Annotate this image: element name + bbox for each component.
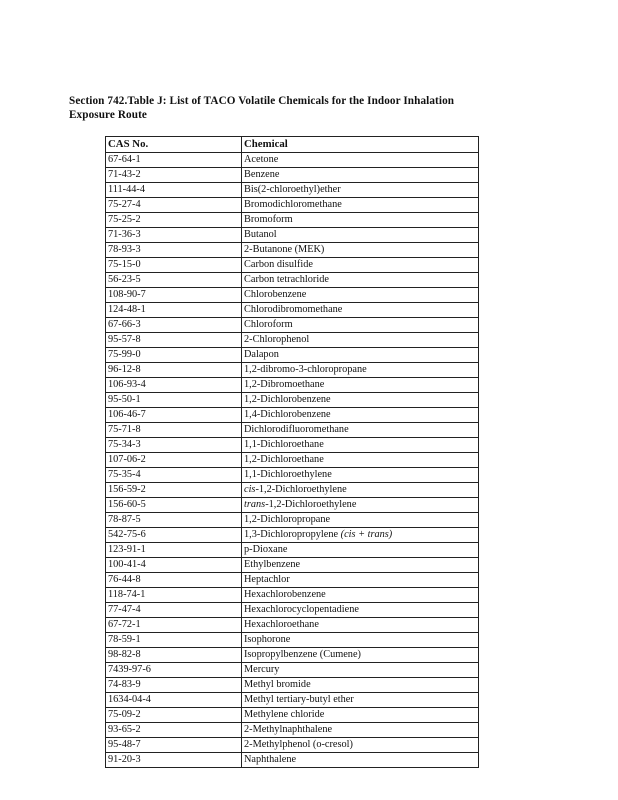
cas-number-cell: 111-44-4 <box>106 183 242 197</box>
chemical-name-cell <box>242 678 479 692</box>
cas-number-cell: 75-99-0 <box>106 348 242 362</box>
chemical-name: Butanol <box>244 229 277 240</box>
chemical-name-cell <box>242 693 479 707</box>
chemical-name: Methylene chloride <box>244 709 325 720</box>
table-row <box>106 393 479 408</box>
chemical-name-cell <box>242 498 479 512</box>
table-row <box>106 663 479 678</box>
cas-number-cell: 76-44-8 <box>106 573 242 587</box>
cas-number-cell: 78-87-5 <box>106 513 242 527</box>
chemical-name: Hexachloroethane <box>244 619 319 630</box>
chemical-name: Dichlorodifluoromethane <box>244 424 349 435</box>
chemical-name-cell <box>242 453 479 467</box>
chemical-name: 1,4-Dichlorobenzene <box>244 409 331 420</box>
table-row <box>106 678 479 693</box>
chemical-name: Mercury <box>244 664 280 675</box>
cas-number-cell: 118-74-1 <box>106 588 242 602</box>
table-row <box>106 618 479 633</box>
chemical-name-cell <box>242 753 479 767</box>
chemical-name-cell <box>242 738 479 752</box>
chemical-name-cell <box>242 153 479 167</box>
chemical-name: Naphthalene <box>244 754 297 765</box>
chemical-name: 2-Methylphenol (o-cresol) <box>244 739 353 750</box>
chemical-name-cell <box>242 273 479 287</box>
chemical-name-cell <box>242 363 479 377</box>
table-row <box>106 753 479 768</box>
chemical-name: Methyl tertiary-butyl ether <box>244 694 354 705</box>
chemical-name: 1,1-Dichloroethane <box>244 439 324 450</box>
cas-number-cell: 75-71-8 <box>106 423 242 437</box>
cas-number-cell: 98-82-8 <box>106 648 242 662</box>
chemical-name-cell <box>242 408 479 422</box>
cas-number-cell: 71-36-3 <box>106 228 242 242</box>
cas-number-cell: 75-15-0 <box>106 258 242 272</box>
chemical-name: Benzene <box>244 169 280 180</box>
table-row <box>106 288 479 303</box>
chemical-name: Bromodichloromethane <box>244 199 342 210</box>
cas-number-cell: 100-41-4 <box>106 558 242 572</box>
chemical-name-cell <box>242 588 479 602</box>
chemical-name-cell <box>242 258 479 272</box>
title-line-2: Exposure Route <box>69 109 147 121</box>
chemical-name: 1,2-Dichlorobenzene <box>244 394 331 405</box>
table-row <box>106 633 479 648</box>
chemical-name: Bis(2-chloroethyl)ether <box>244 184 341 195</box>
chemical-name: Chlorodibromomethane <box>244 304 343 315</box>
cas-number-cell: 156-60-5 <box>106 498 242 512</box>
title-line-1: Section 742.Table J: List of TACO Volatile Chemicals for the Indoor Inhalation <box>69 95 455 107</box>
chemical-name-cell <box>242 333 479 347</box>
isomer-suffix: (cis + trans) <box>340 529 393 540</box>
cas-number-cell: 95-48-7 <box>106 738 242 752</box>
cas-number-cell: 96-12-8 <box>106 363 242 377</box>
chemical-name: 1,2-Dichloropropane <box>244 514 331 525</box>
chemical-name: Bromoform <box>244 214 293 225</box>
cas-number-cell: 7439-97-6 <box>106 663 242 677</box>
table-row <box>106 363 479 378</box>
table-row <box>106 723 479 738</box>
table-row <box>106 603 479 618</box>
table-row <box>106 378 479 393</box>
cas-number-cell: 74-83-9 <box>106 678 242 692</box>
table-row <box>106 468 479 483</box>
isomer-prefix: trans <box>244 499 266 510</box>
chemical-name-cell <box>242 708 479 722</box>
cas-number-cell: 106-93-4 <box>106 378 242 392</box>
table-row <box>106 348 479 363</box>
chemical-name-cell <box>242 438 479 452</box>
chemical-name-cell <box>242 468 479 482</box>
chemical-name: 1,2-Dichloroethane <box>244 454 324 465</box>
cas-number-cell: 75-09-2 <box>106 708 242 722</box>
table-row <box>106 513 479 528</box>
cas-number-cell: 95-57-8 <box>106 333 242 347</box>
cas-number-cell: 91-20-3 <box>106 753 242 767</box>
table-row <box>106 543 479 558</box>
table-row <box>106 408 479 423</box>
chemical-name-cell <box>242 183 479 197</box>
chemical-name-cell <box>242 423 479 437</box>
cas-number-cell: 95-50-1 <box>106 393 242 407</box>
chemical-name: -1,2-Dichloroethylene <box>255 484 347 495</box>
chemical-name: -1,2-Dichloroethylene <box>265 499 357 510</box>
table-header-row <box>106 137 479 153</box>
chemical-name-cell <box>242 318 479 332</box>
chemical-name-cell <box>242 663 479 677</box>
cas-number-cell: 542-75-6 <box>106 528 242 542</box>
chemical-name-cell <box>242 633 479 647</box>
cas-number-cell: 71-43-2 <box>106 168 242 182</box>
table-row <box>106 453 479 468</box>
chemicals-table <box>105 136 479 768</box>
chemical-name: Hexachlorocyclopentadiene <box>244 604 359 615</box>
table-row <box>106 648 479 663</box>
table-row <box>106 258 479 273</box>
table-row <box>106 183 479 198</box>
chemical-name-cell <box>242 288 479 302</box>
cas-number-cell: 107-06-2 <box>106 453 242 467</box>
table-row <box>106 528 479 543</box>
chemical-name-cell <box>242 618 479 632</box>
chemical-name: Methyl bromide <box>244 679 311 690</box>
cas-number-cell: 78-93-3 <box>106 243 242 257</box>
table-row <box>106 498 479 513</box>
cas-number-cell: 75-27-4 <box>106 198 242 212</box>
table-row <box>106 708 479 723</box>
chemical-name-cell <box>242 348 479 362</box>
chemical-name: Carbon tetrachloride <box>244 274 329 285</box>
cas-number-cell: 156-59-2 <box>106 483 242 497</box>
column-header-cas: CAS No. <box>106 137 242 152</box>
chemical-name-cell <box>242 213 479 227</box>
chemical-name-cell <box>242 228 479 242</box>
chemical-name: Acetone <box>244 154 279 165</box>
chemical-name-cell <box>242 393 479 407</box>
document-title <box>69 94 509 122</box>
chemical-name-cell <box>242 303 479 317</box>
chemical-name-cell <box>242 543 479 557</box>
cas-number-cell: 75-35-4 <box>106 468 242 482</box>
chemical-name-cell <box>242 528 479 542</box>
table-row <box>106 228 479 243</box>
chemical-name-cell <box>242 168 479 182</box>
cas-number-cell: 75-25-2 <box>106 213 242 227</box>
chemical-name: 1,2-Dibromoethane <box>244 379 325 390</box>
table-row <box>106 243 479 258</box>
chemical-name-cell <box>242 723 479 737</box>
table-row <box>106 738 479 753</box>
table-row <box>106 303 479 318</box>
table-row <box>106 588 479 603</box>
cas-number-cell: 108-90-7 <box>106 288 242 302</box>
chemical-name: 2-Chlorophenol <box>244 334 310 345</box>
chemical-name: p-Dioxane <box>244 544 288 555</box>
chemical-name-cell <box>242 378 479 392</box>
chemical-name-cell <box>242 648 479 662</box>
table-row <box>106 693 479 708</box>
chemical-name: 2-Methylnaphthalene <box>244 724 333 735</box>
table-row <box>106 438 479 453</box>
table-row <box>106 558 479 573</box>
cas-number-cell: 78-59-1 <box>106 633 242 647</box>
chemical-name: 2-Butanone (MEK) <box>244 244 325 255</box>
cas-number-cell: 75-34-3 <box>106 438 242 452</box>
chemical-name: Ethylbenzene <box>244 559 301 570</box>
cas-number-cell: 77-47-4 <box>106 603 242 617</box>
cas-number-cell: 123-91-1 <box>106 543 242 557</box>
chemical-name-cell <box>242 243 479 257</box>
cas-number-cell: 56-23-5 <box>106 273 242 287</box>
table-row <box>106 423 479 438</box>
column-header-chemical: Chemical <box>242 137 479 152</box>
chemical-name: Carbon disulfide <box>244 259 313 270</box>
chemical-name-cell <box>242 513 479 527</box>
chemical-name: 1,2-dibromo-3-chloropropane <box>244 364 367 375</box>
table-row <box>106 573 479 588</box>
cas-number-cell: 93-65-2 <box>106 723 242 737</box>
chemical-name: Chlorobenzene <box>244 289 307 300</box>
chemical-name: Hexachlorobenzene <box>244 589 326 600</box>
chemical-name-cell <box>242 198 479 212</box>
chemical-name: Isopropylbenzene (Cumene) <box>244 649 361 660</box>
chemical-name-cell <box>242 603 479 617</box>
table-row <box>106 213 479 228</box>
table-row <box>106 318 479 333</box>
table-row <box>106 168 479 183</box>
cas-number-cell: 106-46-7 <box>106 408 242 422</box>
chemical-name: 1,3-Dichloropropylene <box>244 529 341 540</box>
chemical-name: 1,1-Dichloroethylene <box>244 469 332 480</box>
table-row <box>106 198 479 213</box>
cas-number-cell: 67-64-1 <box>106 153 242 167</box>
cas-number-cell: 124-48-1 <box>106 303 242 317</box>
table-row <box>106 153 479 168</box>
cas-number-cell: 67-72-1 <box>106 618 242 632</box>
chemical-name-cell <box>242 573 479 587</box>
chemical-name: Heptachlor <box>244 574 290 585</box>
cas-number-cell: 67-66-3 <box>106 318 242 332</box>
cas-number-cell: 1634-04-4 <box>106 693 242 707</box>
chemical-name: Dalapon <box>244 349 279 360</box>
isomer-prefix: cis <box>244 484 256 495</box>
table-row <box>106 273 479 288</box>
chemical-name-cell <box>242 558 479 572</box>
table-row <box>106 483 479 498</box>
chemical-name: Chloroform <box>244 319 293 330</box>
chemical-name: Isophorone <box>244 634 291 645</box>
chemical-name-cell <box>242 483 479 497</box>
table-row <box>106 333 479 348</box>
